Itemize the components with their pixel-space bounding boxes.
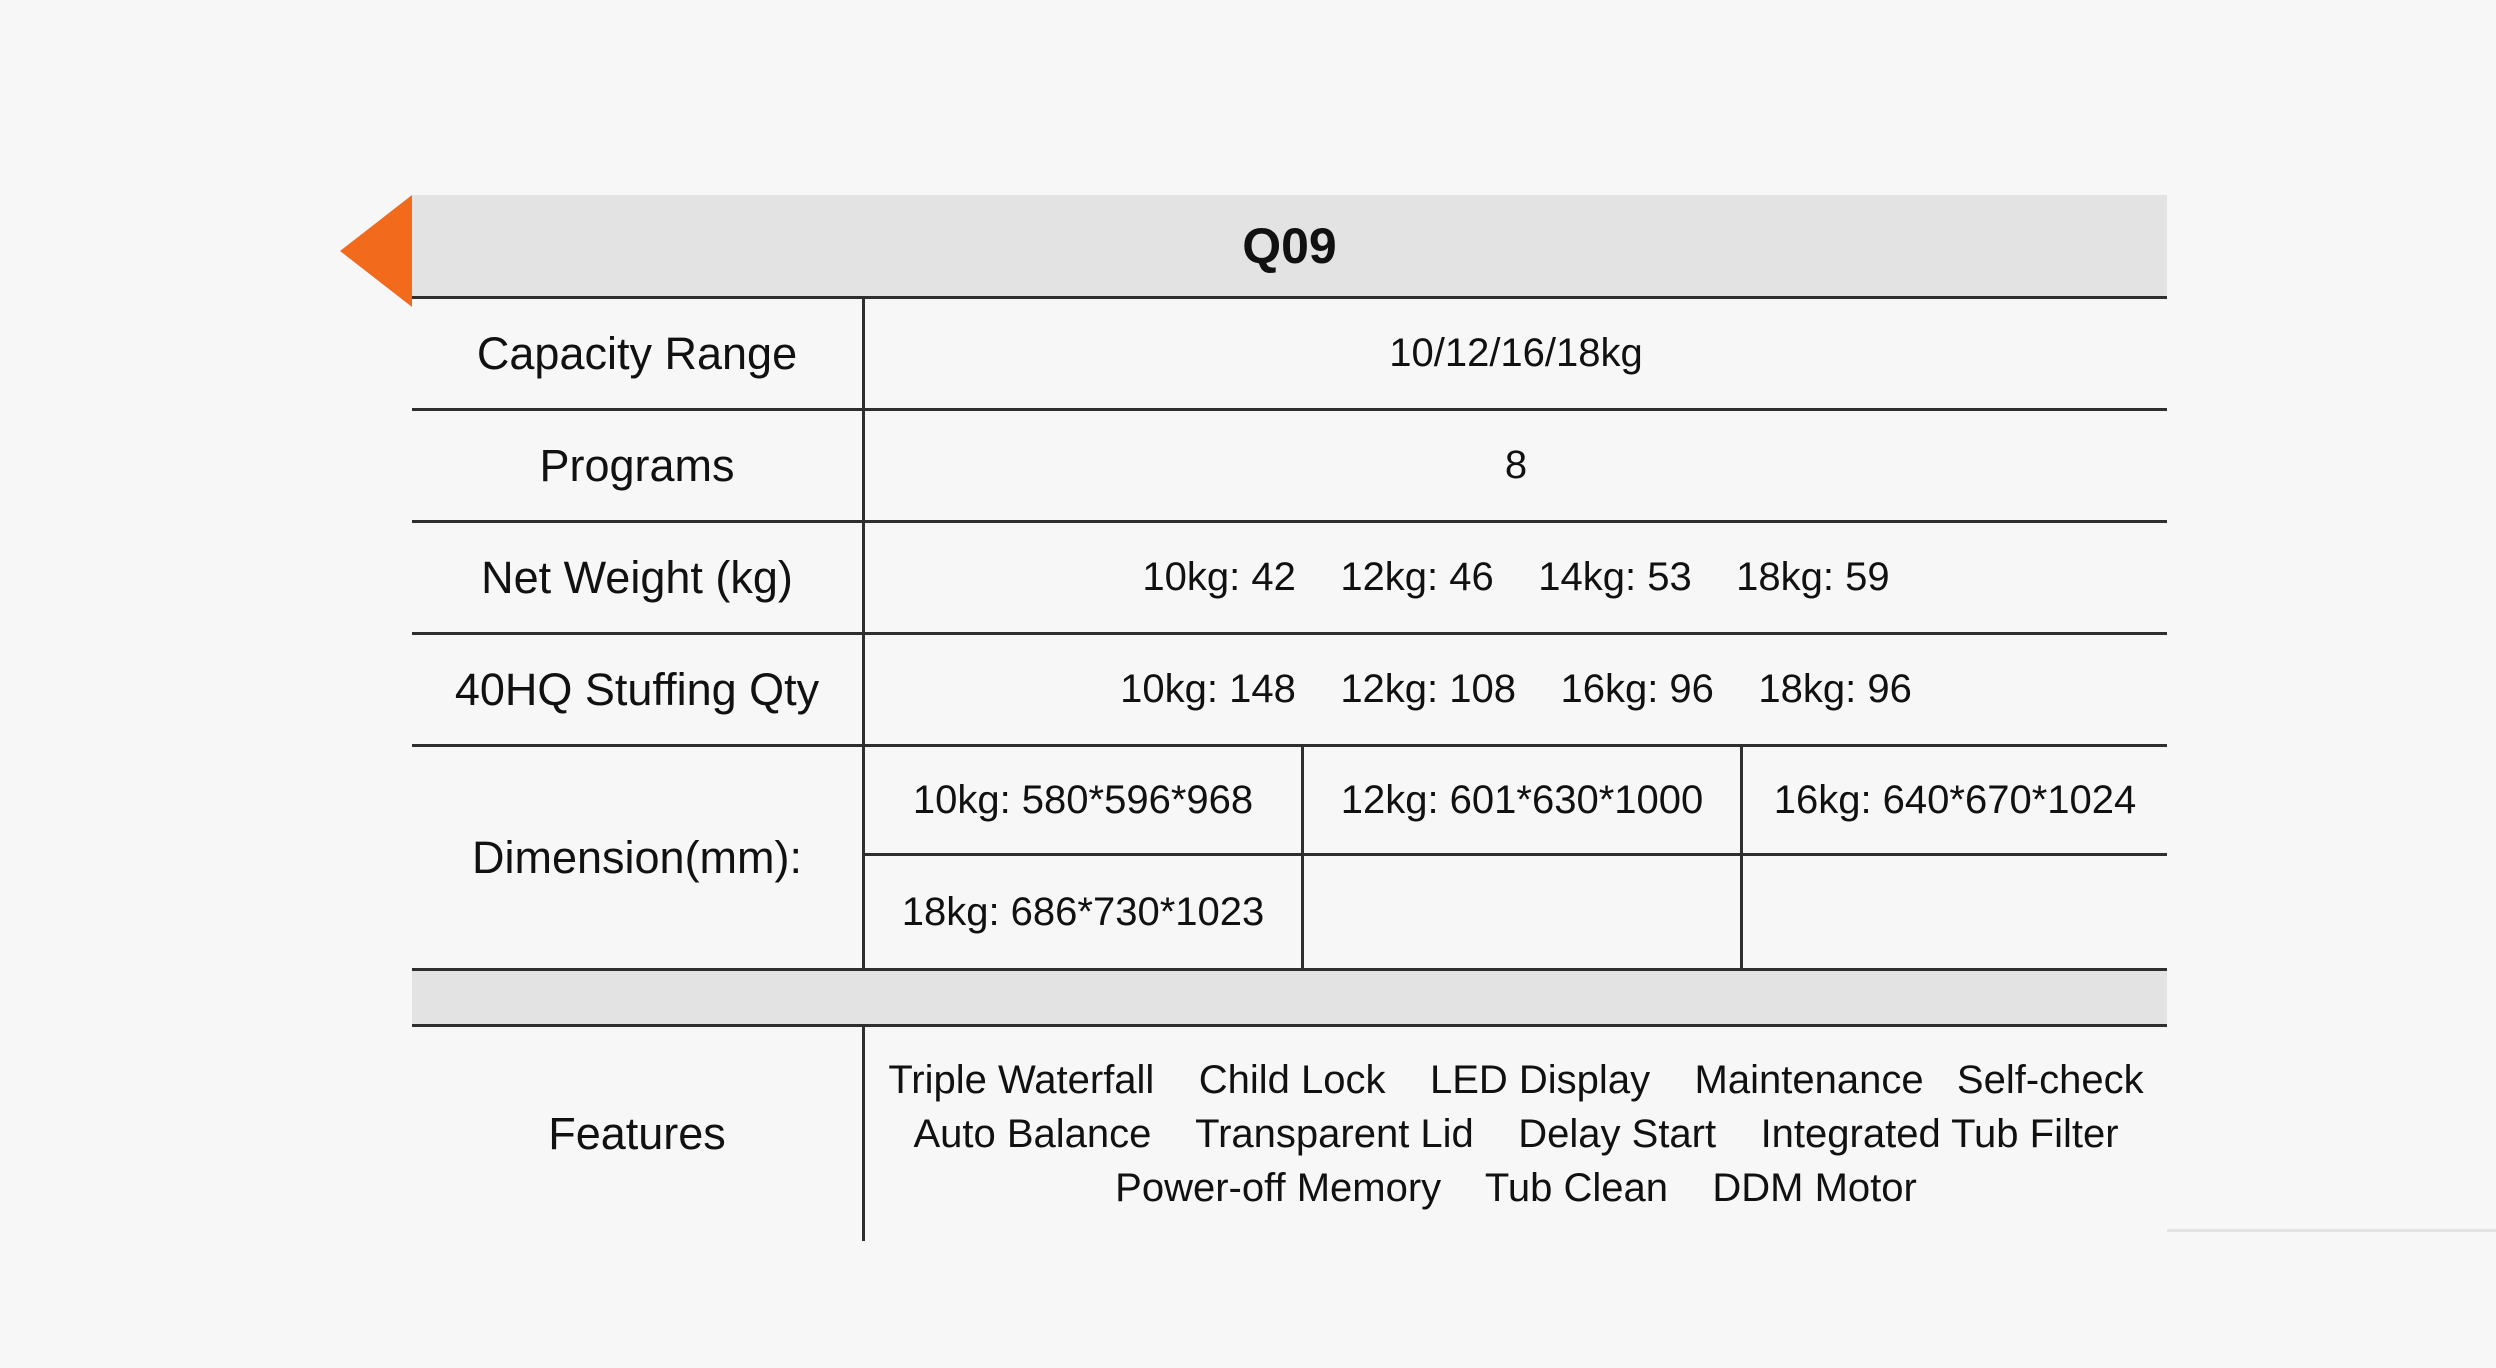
row-features (412, 1027, 2167, 1241)
features-line: Auto Balance Transparent Lid Delay Start Integrated Tub Filter (913, 1112, 2119, 1156)
row-value: 10kg: 148 12kg: 108 16kg: 96 18kg: 96 (1120, 667, 1912, 711)
row-value: 10/12/16/18kg (1389, 331, 1643, 375)
row-label: Dimension(mm): (412, 747, 865, 968)
orange-arrow-icon[interactable] (340, 195, 412, 307)
row-label: Capacity Range (412, 299, 865, 408)
row-label: Programs (412, 411, 865, 520)
features-line: Power-off Memory Tub Clean DDM Motor (1115, 1166, 1917, 1210)
row-label: Net Weight (kg) (412, 523, 865, 632)
row-value: 8 (1504, 443, 1528, 487)
dimension-cell: 10kg: 580*596*968 (865, 747, 1304, 856)
row-dimension (412, 747, 2167, 971)
features-line: Triple Waterfall Child Lock LED Display Maintenance Self-check (888, 1058, 2144, 1102)
row-capacity-range (412, 299, 2167, 411)
features-list (865, 1027, 2167, 1241)
row-label: Features (412, 1027, 865, 1241)
row-value: 10kg: 42 12kg: 46 14kg: 53 18kg: 59 (1142, 555, 1890, 599)
dimension-cell: 12kg: 601*630*1000 (1304, 747, 1743, 856)
row-stuffing-qty (412, 635, 2167, 747)
spacer-row (412, 971, 2167, 1027)
spec-table (412, 195, 2167, 1241)
row-net-weight (412, 523, 2167, 635)
row-label: 40HQ Stuffing Qty (412, 635, 865, 744)
dimension-cell: 18kg: 686*730*1023 (865, 856, 1304, 968)
dimension-cell-empty (1743, 856, 2167, 968)
row-programs (412, 411, 2167, 523)
divider (2167, 1229, 2496, 1232)
dimension-grid (865, 747, 2167, 968)
dimension-cell-empty (1304, 856, 1743, 968)
table-title: Q09 (412, 195, 2167, 299)
dimension-cell: 16kg: 640*670*1024 (1743, 747, 2167, 856)
